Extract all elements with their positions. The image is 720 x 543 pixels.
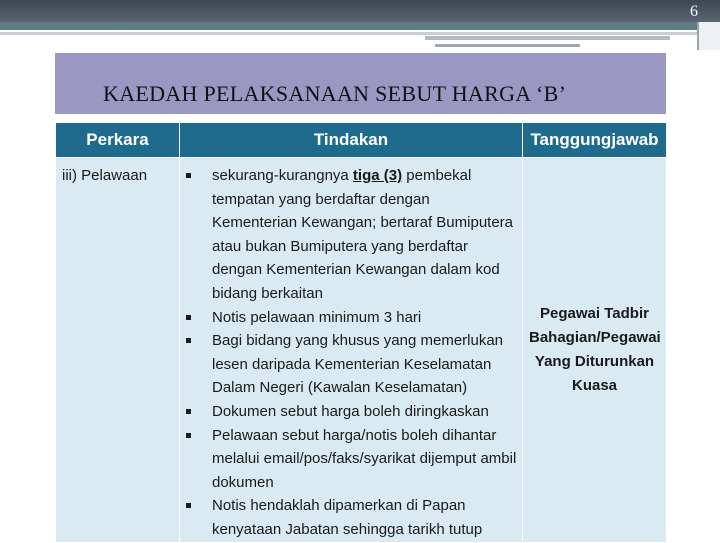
decorative-line <box>0 32 720 35</box>
cell-perkara: iii) Pelawaan <box>56 158 180 543</box>
square-bullet-icon <box>186 173 191 178</box>
list-item-text: Pelawaan sebut harga/notis boleh dihantar melalui email/pos/faks/syarikat dijemput ambil dokumen <box>212 426 517 491</box>
list-item-text: pembekal tempatan yang berdaftar dengan Kementerian Kewangan; bertaraf Bumiputera atau bukan Bumiputera yang berdaftar dengan Kementerian Kewangan dalam kod bidang berkaitan <box>212 167 514 302</box>
list-item-text: Notis hendaklah dipamerkan di Papan kenyataan Jabatan sehingga tarikh tutup <box>212 497 483 538</box>
list-item <box>184 494 518 541</box>
responsibility-line: Bahagian/Pegawai <box>529 328 661 346</box>
square-bullet-icon <box>186 315 191 320</box>
list-item <box>184 424 518 495</box>
list-item <box>184 329 518 400</box>
decorative-line <box>435 44 580 47</box>
slide-number: 6 <box>690 3 698 20</box>
cell-tanggungjawab <box>523 158 667 543</box>
square-bullet-icon <box>186 433 191 438</box>
decorative-line <box>425 36 670 40</box>
square-bullet-icon <box>186 338 191 343</box>
emphasis-text: tiga (3) <box>352 167 403 184</box>
list-item <box>184 400 518 424</box>
responsibility-line: Pegawai Tadbir <box>540 304 649 322</box>
header-tanggungjawab: Tanggungjawab <box>523 123 667 158</box>
table-header-row <box>56 123 667 158</box>
square-bullet-icon <box>186 409 191 414</box>
list-item-text: Dokumen sebut harga boleh diringkaskan <box>212 402 489 420</box>
list-item <box>184 306 518 330</box>
header-perkara: Perkara <box>56 123 180 158</box>
responsibility-line: Yang Diturunkan <box>534 352 655 370</box>
list-item-text: Bagi bidang yang khusus yang memerlukan lesen daripada Kementerian Keselamatan Dalam Negeri (Kawalan Keselamatan) <box>212 332 504 397</box>
list-item-text: sekurang-kurangnya <box>212 167 353 184</box>
list-item <box>184 164 518 306</box>
header-tindakan: Tindakan <box>180 123 523 158</box>
slide-title: KAEDAH PELAKSANAAN SEBUT HARGA ‘B’ <box>103 81 567 106</box>
responsibility-line: Kuasa <box>571 376 618 394</box>
cell-tindakan <box>180 158 523 543</box>
table-row <box>56 158 667 543</box>
square-bullet-icon <box>186 503 191 508</box>
title-bar <box>55 53 666 114</box>
procedure-table <box>55 122 667 543</box>
decorative-rail <box>697 22 720 50</box>
list-item-text: Notis pelawaan minimum 3 hari <box>212 308 422 326</box>
decorative-line <box>0 22 720 30</box>
action-list <box>184 164 518 542</box>
top-decorative-band <box>0 0 720 22</box>
